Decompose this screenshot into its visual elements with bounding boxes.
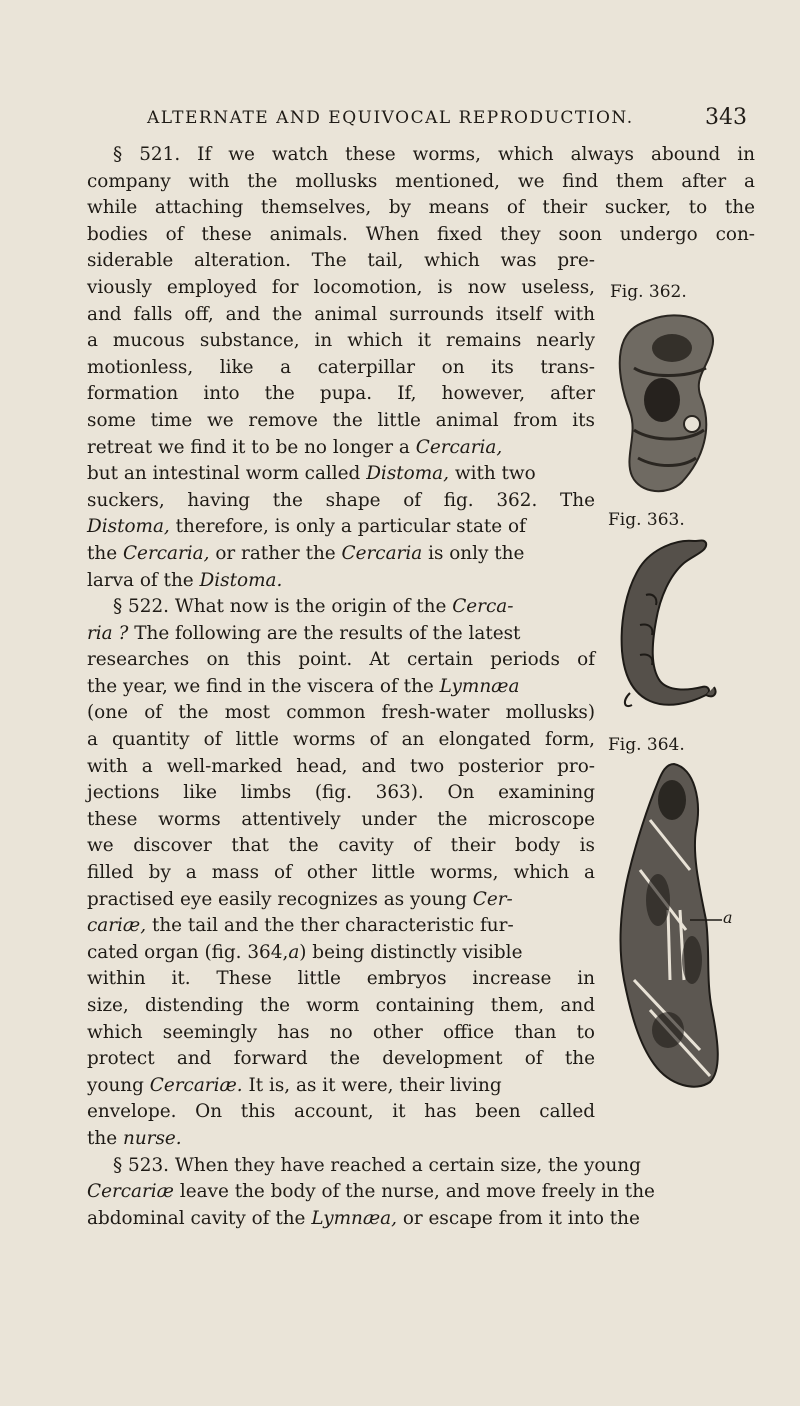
text-line: (one of the most common fresh-water mollusks) — [87, 702, 595, 724]
text-line: some time we remove the little animal from its — [87, 409, 595, 431]
text-line: a quantity of little worms of an elongated form, — [87, 729, 595, 751]
text-line: we discover that the cavity of their body is — [87, 835, 595, 857]
text-line: and falls off, and the animal surrounds itself with — [87, 303, 595, 325]
page-number: 343 — [705, 105, 747, 130]
text-line: Distoma, therefore, is only a particular state of — [87, 516, 526, 538]
fig-364-illustration — [610, 760, 735, 1090]
fig-362-label: Fig. 362. — [610, 282, 687, 302]
fig-363-illustration — [610, 535, 730, 715]
text-line: formation into the pupa. If, however, after — [87, 383, 595, 405]
running-head-title: ALTERNATE AND EQUIVOCAL REPRODUCTION. — [147, 108, 634, 128]
text-line: § 521. If we watch these worms, which always abound in — [113, 144, 755, 165]
text-line: motionless, like a caterpillar on its trans- — [87, 356, 595, 378]
text-line: the Cercaria, or rather the Cercaria is only the — [87, 542, 525, 564]
text-line: filled by a mass of other little worms, which a — [87, 862, 595, 884]
text-line: ria ? The following are the results of the latest — [87, 622, 521, 644]
text-line: which seemingly has no other office than to — [87, 1021, 595, 1043]
text-line: practised eye easily recognizes as young Cer- — [87, 888, 513, 910]
text-line: young Cercariæ. It is, as it were, their living — [87, 1074, 502, 1096]
text-line: size, distending the worm containing them, and — [87, 995, 595, 1016]
fig-362-illustration — [610, 308, 730, 498]
text-line: larva of the Distoma. — [87, 569, 283, 591]
distoma-drawing — [610, 308, 730, 498]
text-line: with a well-marked head, and two posterior pro- — [87, 755, 595, 777]
text-line: a mucous substance, in which it remains nearly — [87, 330, 595, 352]
text-line: retreat we find it to be no longer a Cercaria, — [87, 436, 503, 458]
fig-364-letter-a: a — [723, 908, 733, 927]
text-line: cated organ (fig. 364,a) being distinctly visible — [87, 941, 523, 963]
sporocyst-drawing — [610, 760, 735, 1090]
text-line: company with the mollusks mentioned, we find them after a — [87, 170, 755, 192]
text-line: § 522. What now is the origin of the Cerca- — [113, 596, 514, 618]
text-line: but an intestinal worm called Distoma, with two — [87, 463, 536, 485]
text-line: siderable alteration. The tail, which was pre- — [87, 250, 595, 272]
text-line: the nurse. — [87, 1127, 182, 1149]
text-line: abdominal cavity of the Lymnæa, or escape from it into the — [87, 1207, 640, 1229]
text-line: envelope. On this account, it has been called — [87, 1101, 595, 1123]
text-line: § 523. When they have reached a certain size, the young — [113, 1154, 641, 1176]
text-line: bodies of these animals. When fixed they soon undergo con- — [87, 223, 755, 245]
fig-363-label: Fig. 363. — [608, 510, 685, 530]
text-line: these worms attentively under the microscope — [87, 808, 595, 830]
text-line: jections like limbs (fig. 363). On examining — [87, 782, 595, 804]
text-line: the year, we find in the viscera of the Lymnæa — [87, 675, 520, 697]
text-line: within it. These little embryos increase in — [87, 968, 595, 990]
text-line: Cercariæ leave the body of the nurse, and move freely in the — [87, 1181, 655, 1203]
fig-364-label: Fig. 364. — [608, 735, 685, 755]
text-line: viously employed for locomotion, is now useless, — [87, 276, 595, 298]
text-line: cariæ, the tail and the ther characteristic fur- — [87, 915, 514, 937]
text-line: suckers, having the shape of fig. 362. The — [87, 489, 595, 511]
redia-worm-drawing — [610, 535, 730, 715]
text-line: while attaching themselves, by means of their sucker, to the — [87, 197, 755, 219]
text-line: researches on this point. At certain periods of — [87, 649, 595, 671]
text-line: protect and forward the development of the — [87, 1048, 595, 1070]
